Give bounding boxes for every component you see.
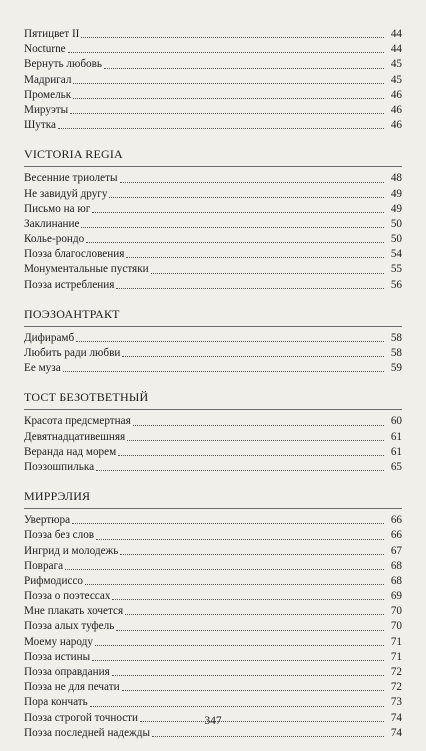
toc-entry bbox=[24, 187, 402, 202]
entry-page-number: 61 bbox=[390, 445, 402, 458]
dot-leader bbox=[125, 613, 384, 615]
entry-title: Веранда над морем bbox=[24, 445, 117, 458]
dot-leader bbox=[70, 112, 384, 114]
entry-page-number: 59 bbox=[390, 362, 402, 375]
toc-entry bbox=[24, 589, 402, 604]
toc-section bbox=[24, 390, 402, 475]
dot-leader bbox=[152, 735, 384, 737]
dot-leader bbox=[63, 370, 384, 372]
entry-title: Колье-рондо bbox=[24, 233, 85, 246]
dot-leader bbox=[122, 689, 384, 691]
entry-title: Девятнадцативешняя bbox=[24, 430, 126, 443]
dot-leader bbox=[133, 424, 384, 426]
entry-page-number: 74 bbox=[390, 711, 402, 724]
toc-entry bbox=[24, 604, 402, 619]
dot-leader bbox=[151, 272, 384, 274]
toc-section bbox=[24, 27, 402, 133]
entry-title: Красота предсмертная bbox=[24, 415, 131, 428]
dot-leader bbox=[76, 340, 384, 342]
toc-entry bbox=[24, 559, 402, 574]
toc-entry bbox=[24, 88, 402, 103]
entry-title: Мадригал bbox=[24, 73, 72, 86]
dot-leader bbox=[90, 705, 384, 707]
entry-page-number: 44 bbox=[390, 43, 402, 56]
section-heading bbox=[24, 390, 402, 410]
entry-title: Поэза истины bbox=[24, 650, 91, 663]
toc-entry bbox=[24, 42, 402, 57]
toc-entry bbox=[24, 262, 402, 277]
entry-page-number: 56 bbox=[390, 278, 402, 291]
entry-title: Любить ради любви bbox=[24, 347, 121, 359]
toc-entry bbox=[24, 445, 402, 460]
entry-title: Заклинание bbox=[24, 217, 80, 230]
entry-page-number: 46 bbox=[390, 103, 402, 116]
entry-page-number: 45 bbox=[390, 73, 402, 86]
dot-leader bbox=[72, 522, 384, 524]
toc-section bbox=[24, 307, 402, 377]
entry-title: Пятицвет II bbox=[24, 28, 80, 40]
toc-entry bbox=[24, 103, 402, 118]
section-heading bbox=[24, 489, 402, 509]
entry-page-number: 49 bbox=[390, 187, 402, 200]
dot-leader bbox=[112, 674, 384, 676]
toc-entry bbox=[24, 680, 402, 695]
dot-leader bbox=[65, 568, 384, 570]
entry-page-number: 72 bbox=[390, 666, 402, 678]
dot-leader bbox=[120, 181, 384, 183]
entry-page-number: 50 bbox=[390, 233, 402, 246]
toc-entry bbox=[24, 460, 402, 475]
entry-page-number: 58 bbox=[390, 331, 402, 344]
entry-page-number: 50 bbox=[390, 217, 402, 230]
entry-page-number: 66 bbox=[390, 514, 402, 527]
dot-leader bbox=[112, 598, 384, 600]
entry-title: Ингрид и молодежь bbox=[24, 544, 119, 557]
entry-title: Поэза алых туфель bbox=[24, 620, 115, 633]
entry-title: Письмо на юг bbox=[24, 202, 91, 215]
entry-title: Поэза не для печати bbox=[24, 681, 120, 694]
entry-title: Поэзошпилька bbox=[24, 460, 95, 473]
entry-title: Монументальные пустяки bbox=[24, 263, 149, 276]
dot-leader bbox=[85, 583, 384, 585]
dot-leader bbox=[92, 211, 384, 213]
entry-page-number: 67 bbox=[390, 544, 402, 557]
dot-leader bbox=[58, 127, 384, 129]
dot-leader bbox=[73, 82, 384, 84]
entry-page-number: 70 bbox=[390, 620, 402, 633]
section-heading bbox=[24, 307, 402, 327]
section-heading-text: ТОСТ БЕЗОТВЕТНЫЙ bbox=[24, 390, 149, 405]
entry-page-number: 46 bbox=[390, 88, 402, 101]
toc-entry bbox=[24, 574, 402, 589]
toc-entry bbox=[24, 278, 402, 293]
toc-section bbox=[24, 147, 402, 293]
dot-leader bbox=[127, 439, 384, 441]
entry-page-number: 49 bbox=[390, 202, 402, 215]
dot-leader bbox=[118, 454, 384, 456]
toc-entry bbox=[24, 695, 402, 710]
entry-title: Мируэты bbox=[24, 103, 69, 116]
toc-entry bbox=[24, 57, 402, 72]
toc-entry bbox=[24, 513, 402, 528]
toc-entry bbox=[24, 414, 402, 429]
entry-page-number: 73 bbox=[390, 696, 402, 709]
entry-page-number: 48 bbox=[390, 172, 402, 185]
entry-page-number: 45 bbox=[390, 58, 402, 71]
toc-entry bbox=[24, 232, 402, 247]
toc-entry bbox=[24, 247, 402, 262]
dot-leader bbox=[92, 659, 384, 661]
entry-title: Шутка bbox=[24, 119, 56, 132]
entry-title: Вернуть любовь bbox=[24, 58, 103, 71]
table-of-contents bbox=[24, 27, 402, 741]
toc-entry bbox=[24, 635, 402, 650]
dot-leader bbox=[81, 36, 384, 38]
entry-page-number: 46 bbox=[390, 119, 402, 132]
section-heading-text: МИРРЭЛИЯ bbox=[24, 489, 91, 504]
entry-title: Не завидуй другу bbox=[24, 187, 108, 200]
entry-page-number: 71 bbox=[390, 635, 402, 648]
toc-entry bbox=[24, 171, 402, 186]
page-number: 347 bbox=[204, 715, 222, 727]
entry-title: Поэза без слов bbox=[24, 529, 95, 542]
entry-title: Промельк bbox=[24, 88, 72, 101]
entry-title: Увертюра bbox=[24, 514, 71, 527]
entry-title: Весенние триолеты bbox=[24, 172, 118, 185]
entry-page-number: 69 bbox=[390, 590, 402, 603]
toc-entry bbox=[24, 665, 402, 680]
entry-title: Поэза истребления bbox=[24, 278, 115, 291]
entry-title: Ее муза bbox=[24, 362, 61, 375]
toc-entry bbox=[24, 73, 402, 88]
dot-leader bbox=[120, 553, 384, 555]
dot-leader bbox=[95, 644, 384, 646]
dot-leader bbox=[81, 226, 384, 228]
entry-page-number: 70 bbox=[390, 605, 402, 618]
entry-page-number: 54 bbox=[390, 248, 402, 261]
entry-title: Поэза строгой точности bbox=[24, 711, 139, 724]
toc-entry bbox=[24, 528, 402, 543]
entry-title: Поэза последней надежды bbox=[24, 726, 150, 739]
toc-entry bbox=[24, 430, 402, 445]
toc-entry bbox=[24, 650, 402, 665]
entry-title: Поэза о поэтессах bbox=[24, 590, 111, 603]
entry-page-number: 71 bbox=[390, 650, 402, 663]
toc-entry bbox=[24, 544, 402, 559]
entry-page-number: 58 bbox=[390, 347, 402, 359]
entry-page-number: 44 bbox=[390, 28, 402, 40]
entry-page-number: 61 bbox=[390, 430, 402, 443]
entry-page-number: 55 bbox=[390, 263, 402, 276]
entry-title: Пора кончать bbox=[24, 696, 88, 709]
dot-leader bbox=[126, 256, 384, 258]
dot-leader bbox=[116, 629, 384, 631]
dot-leader bbox=[68, 51, 384, 53]
section-heading-text: VICTORIA REGIA bbox=[24, 147, 123, 162]
entry-title: Мне плакать хочется bbox=[24, 605, 124, 618]
toc-entry bbox=[24, 346, 402, 361]
entry-title: Поврага bbox=[24, 559, 64, 572]
entry-title: Моему народу bbox=[24, 635, 93, 648]
dot-leader bbox=[104, 67, 384, 69]
entry-title: Поэза благословения bbox=[24, 248, 125, 261]
toc-entry bbox=[24, 217, 402, 232]
section-heading-text: ПОЭЗОАНТРАКТ bbox=[24, 306, 120, 321]
toc-entry bbox=[24, 361, 402, 376]
dot-leader bbox=[86, 241, 384, 243]
toc-entry bbox=[24, 118, 402, 133]
dot-leader bbox=[96, 469, 384, 471]
dot-leader bbox=[116, 287, 384, 289]
toc-entry bbox=[24, 726, 402, 741]
entry-page-number: 72 bbox=[390, 681, 402, 694]
entry-title: Рифмодиссо bbox=[24, 574, 84, 587]
entry-page-number: 68 bbox=[390, 574, 402, 587]
toc-entry bbox=[24, 331, 402, 346]
toc-entry bbox=[24, 619, 402, 634]
dot-leader bbox=[96, 538, 384, 540]
entry-title: Nocturne bbox=[24, 43, 66, 56]
entry-page-number: 74 bbox=[390, 726, 402, 739]
toc-section bbox=[24, 489, 402, 741]
entry-title: Поэза оправдания bbox=[24, 666, 110, 678]
dot-leader bbox=[122, 355, 384, 357]
dot-leader bbox=[109, 196, 384, 198]
entry-page-number: 68 bbox=[390, 559, 402, 572]
section-heading bbox=[24, 147, 402, 167]
entry-page-number: 65 bbox=[390, 460, 402, 473]
toc-entry bbox=[24, 27, 402, 42]
entry-page-number: 60 bbox=[390, 415, 402, 428]
entry-page-number: 66 bbox=[390, 529, 402, 542]
entry-title: Дифирамб bbox=[24, 331, 75, 344]
toc-entry bbox=[24, 202, 402, 217]
dot-leader bbox=[73, 97, 384, 99]
